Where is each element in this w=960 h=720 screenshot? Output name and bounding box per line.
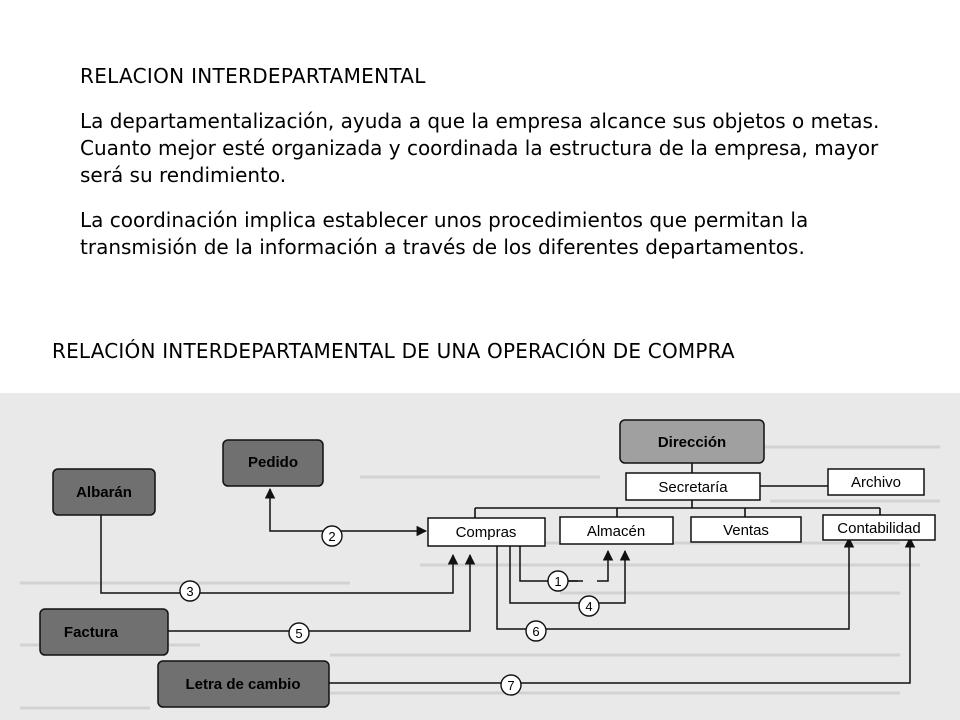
node-factura — [40, 609, 168, 655]
step-number-7: 7 — [507, 678, 515, 693]
step-marker-2 — [322, 526, 342, 546]
step-marker-7 — [501, 675, 521, 695]
node-ventas — [691, 517, 801, 542]
step-marker-4 — [579, 596, 599, 616]
step-marker-5 — [289, 623, 309, 643]
node-almacen — [560, 517, 673, 544]
node-factura-label: Factura — [63, 624, 119, 641]
node-secretaria — [626, 473, 760, 500]
section-heading: RELACION INTERDEPARTAMENTAL — [80, 64, 426, 88]
step-number-3: 3 — [186, 584, 194, 599]
node-ventas-label: Ventas — [723, 522, 769, 539]
node-albaran-label: Albarán — [76, 484, 132, 501]
node-albaran — [53, 469, 155, 515]
node-almacen-label: Almacén — [586, 523, 646, 540]
node-letra-de-cambio-label: Letra de cambio — [185, 676, 301, 693]
step-marker-1 — [548, 571, 568, 591]
step-number-5: 5 — [295, 626, 303, 641]
step-marker-6 — [526, 621, 546, 641]
paragraph-coordination: La coordinación implica establecer unos procedimientos que permitan la transmisión de la información a través de los diferentes departamentos. — [80, 208, 809, 259]
node-compras — [428, 518, 545, 546]
node-secretaria-label: Secretaría — [658, 479, 728, 496]
purchase-flow-diagram — [0, 393, 960, 720]
step-marker-3 — [180, 581, 200, 601]
node-compras-label: Compras — [455, 524, 517, 541]
node-direccion-label: Dirección — [657, 434, 727, 451]
step-number-2: 2 — [328, 529, 336, 544]
step-number-4: 4 — [585, 599, 593, 614]
step-number-6: 6 — [532, 624, 540, 639]
paragraph-departmentalization: La departamentalización, ayuda a que la empresa alcance sus objetos o metas. Cuanto mejor esté organizada y coordinada la estructura de la empresa, mayor será su rendimiento. — [80, 109, 880, 187]
diagram-title: RELACIÓN INTERDEPARTAMENTAL DE UNA OPERACIÓN DE COMPRA — [52, 339, 735, 363]
node-archivo-label: Archivo — [850, 474, 902, 491]
node-direccion — [620, 420, 764, 463]
node-letra-de-cambio — [158, 661, 329, 707]
step-number-1: 1 — [554, 574, 562, 589]
node-archivo — [828, 469, 924, 495]
node-pedido-label: Pedido — [247, 454, 299, 471]
node-contabilidad — [823, 515, 935, 540]
node-contabilidad-label: Contabilidad — [837, 520, 921, 537]
node-pedido — [223, 440, 323, 486]
